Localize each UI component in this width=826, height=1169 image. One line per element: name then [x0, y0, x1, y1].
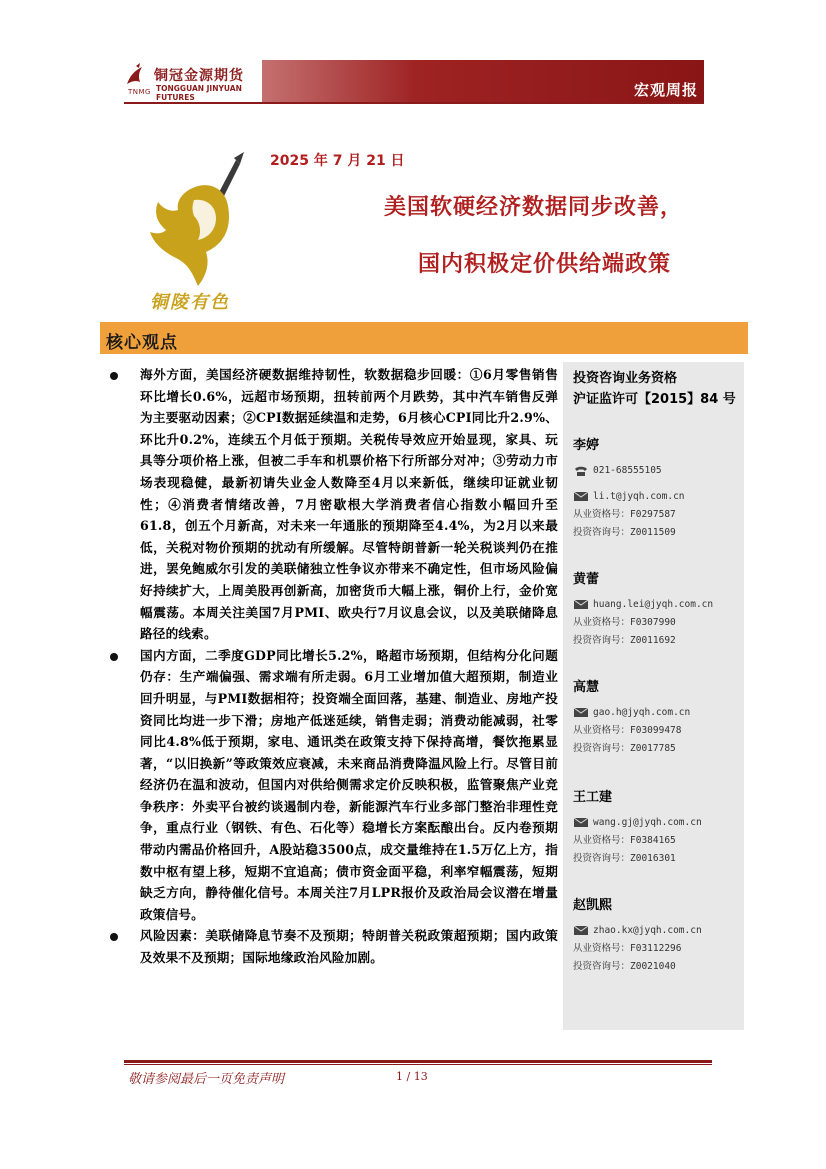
logo-mark-icon	[124, 62, 150, 88]
email-icon	[573, 925, 589, 936]
analyst-email[interactable]: li.t@jyqh.com.cn	[573, 488, 743, 506]
footer-divider	[124, 1060, 712, 1063]
report-date: 2025 年 7 月 21 日	[270, 153, 405, 169]
bullet-text: 国内方面，二季度GDP同比增长5.2%，略超市场预期，但结构分化问题仍存：生产端偏强、需求端有所走弱。6月工业增加值大超预期，制造业回升明显，与PMI数据相符；投资端全面回落，基建、制造业、房地产投资同比均进一步下滑；房地产低迷延续，销售走弱；消费动能减弱，社零同比4.8%低于预期，家电、通讯类在政策支持下保持高增，餐饮拖累显著，“以旧换新”等政策效应衰减，未来商品消费降温风险上行。尽管目前经济仍在温和波动，但国内对供给侧需求定价反映积极，监管聚焦产业竞争秩序：外卖平台被约谈遏制内卷，新能源汽车行业多部门整治非理性竞争，重点行业（钢铁、有色、石化等）稳增长方案酝酿出台。反内卷预期带动内需品价格回升，A股站稳3500点，成交量维持在1.5万亿上方，指数中枢有望上移，短期不宜追高；债市资金面平稳，利率窄幅震荡，短期缺乏方向，静待催化信号。本周关注7月LPR报价及政治局会议潜在增量政策信号。	[140, 647, 558, 922]
email-icon	[573, 491, 589, 502]
analyst-name: 王工建	[573, 790, 613, 805]
analyst-card	[573, 676, 743, 758]
report-title-line1: 美国软硬经济数据同步改善，	[384, 195, 684, 220]
analyst-card	[573, 568, 743, 650]
analyst-email[interactable]: zhao.kx@jyqh.com.cn	[573, 922, 743, 940]
qualification-license: 沪证监许可【2015】84 号	[573, 392, 736, 407]
bullet-icon	[110, 653, 118, 661]
section-header-bar	[100, 322, 748, 354]
analyst-sidebar	[563, 362, 744, 1030]
analyst-card	[573, 786, 743, 868]
email-icon	[573, 599, 589, 610]
analyst-card	[573, 894, 743, 976]
core-views-body	[106, 364, 558, 969]
phone-icon	[573, 465, 589, 477]
bullet-text: 海外方面，美国经济硬数据维持韧性，软数据稳步回暖：①6月零售销售环比增长0.6%，远超市场预期，扭转前两个月跌势，其中汽车销售反弹为主要驱动因素；②CPI数据延续温和走势，6月核心CPI同比升2.9%、环比升0.2%，连续五个月低于预期。关税传导效应开始显现，家具、玩具等分项价格上涨，但被二手车和机票价格下行所部分对冲；③劳动力市场表现稳健，最新初请失业金人数降至4月以来新低，继续印证就业韧性；④消费者情绪改善，7月密歇根大学消费者信心指数小幅回升至61.8，创五个月新高，对未来一年通胀的预期降至4.4%，为2月以来最低，关税对物价预期的扰动有所缓解。尽管特朗普新一轮关税谈判仍在推进，罢免鲍威尔引发的美联储独立性争议亦带来不确定性，但市场风险偏好持续扩大，上周美股再创新高，加密货币大幅上涨，铜价上行，金价宽幅震荡。本周关注美国7月PMI、欧央行7月议息会议，以及美联储降息路径的线索。	[140, 367, 558, 642]
analyst-name: 赵凯熙	[573, 898, 613, 913]
analyst-license: 从业资格号：F0297587	[573, 509, 676, 520]
analyst-consult-no: 投资咨询号：Z0011509	[573, 527, 676, 538]
bullet-overseas	[106, 364, 558, 645]
report-title-line2: 国内积极定价供给端政策	[418, 252, 672, 277]
page-number: 1 / 13	[396, 1070, 428, 1083]
bullet-icon	[110, 372, 118, 380]
company-name-en: TONGGUAN JINYUAN FUTURES	[156, 84, 242, 102]
header-banner	[262, 60, 704, 103]
qualification-title: 投资咨询业务资格	[573, 371, 678, 386]
analyst-card	[573, 434, 743, 542]
analyst-phone: 021-68555105	[573, 462, 743, 480]
bullet-risks	[106, 925, 558, 968]
analyst-consult-no: 投资咨询号：Z0017785	[573, 743, 676, 754]
analyst-name: 李婷	[573, 438, 600, 453]
analyst-consult-no: 投资咨询号：Z0011692	[573, 635, 676, 646]
analyst-license: 从业资格号：F03112296	[573, 943, 682, 954]
header-divider	[124, 102, 704, 104]
analyst-consult-no: 投资咨询号：Z0016301	[573, 853, 676, 864]
analyst-license: 从业资格号：F0384165	[573, 835, 676, 846]
analyst-license: 从业资格号：F0307990	[573, 617, 676, 628]
report-type-label: 宏观周报	[633, 81, 698, 99]
analyst-consult-no: 投资咨询号：Z0021040	[573, 961, 676, 972]
emblem-caption: 铜陵有色	[150, 292, 230, 313]
bullet-icon	[110, 933, 118, 941]
email-icon	[573, 817, 589, 828]
footer-disclaimer: 敬请参阅最后一页免责声明	[128, 1072, 285, 1087]
analyst-email[interactable]: gao.h@jyqh.com.cn	[573, 704, 743, 722]
company-name-cn: 铜冠金源期货	[154, 68, 244, 84]
analyst-name: 黄蕾	[573, 572, 600, 587]
logo-abbr: TNMG	[128, 88, 151, 96]
analyst-email[interactable]: wang.gj@jyqh.com.cn	[573, 814, 743, 832]
analyst-email[interactable]: huang.lei@jyqh.com.cn	[573, 596, 743, 614]
footer-divider-thin	[124, 1064, 712, 1065]
section-title: 核心观点	[106, 333, 178, 353]
bullet-domestic	[106, 645, 558, 926]
email-icon	[573, 707, 589, 718]
company-logo	[124, 60, 264, 102]
analyst-name: 高慧	[573, 680, 600, 695]
bullet-text: 风险因素：美联储降息节奏不及预期；特朗普关税政策超预期；国内政策及效果不及预期；国际地缘政治风险加剧。	[140, 928, 558, 966]
analyst-license: 从业资格号：F03099478	[573, 725, 682, 736]
